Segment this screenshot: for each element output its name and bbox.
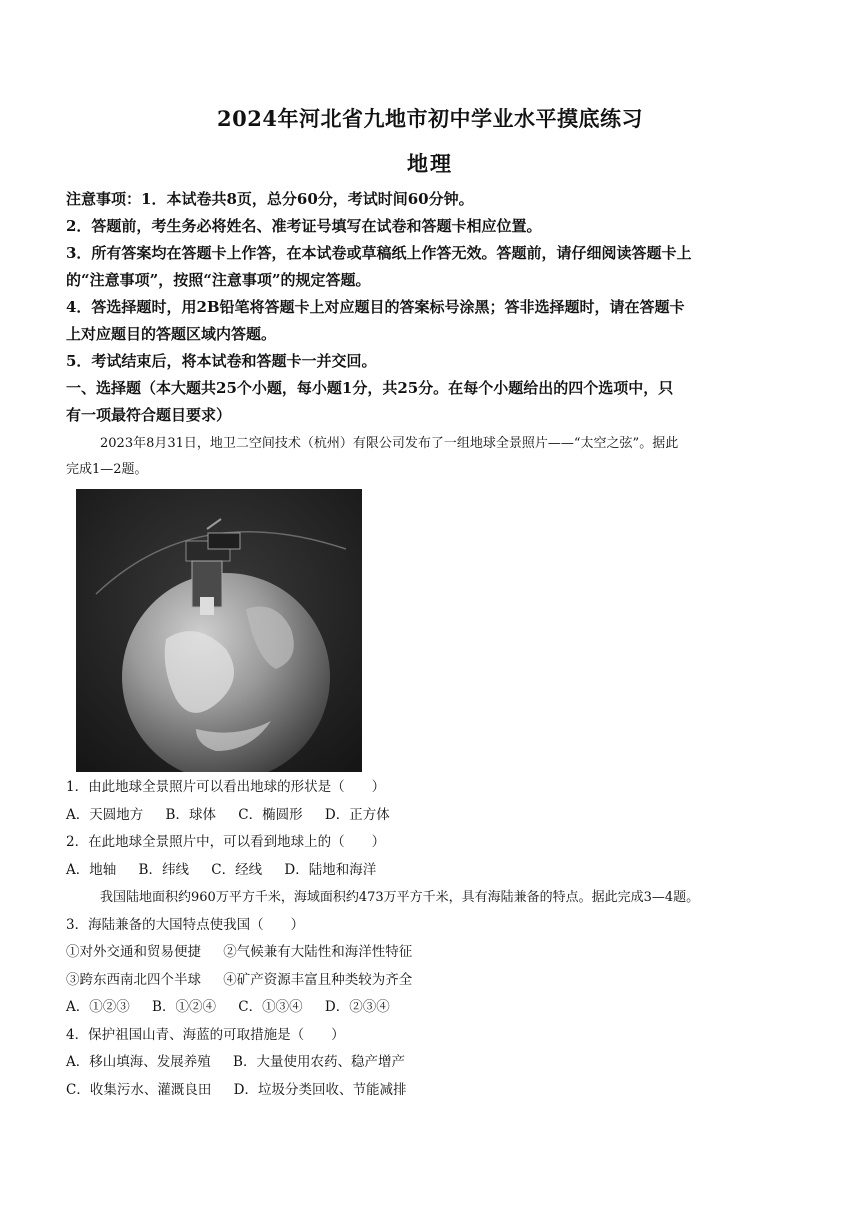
question-3-statements-2 — [66, 967, 806, 995]
section-heading-line2: 有一项最符合题目要求） — [66, 406, 232, 424]
instruction-line: 5．考试结束后，将本试卷和答题卡一并交回。 — [66, 352, 377, 370]
instruction-line: 3．所有答案均在答题卡上作答，在本试卷或草稿纸上作答无效。答题前，请仔细阅读答题卡上 — [66, 244, 692, 262]
q3-statement-2: ②气候兼有大陆性和海洋性特征 — [223, 944, 413, 960]
q1-option-d: D．正方体 — [324, 806, 390, 823]
q3-statement-4: ④矿产资源丰富且种类较为齐全 — [223, 971, 413, 988]
exam-title: 2024年河北省九地市初中学业水平摸底练习 — [217, 106, 643, 131]
q2-option-a: A．地轴 — [66, 861, 117, 878]
q2-option-b: B．纬线 — [138, 861, 189, 878]
instruction-line: 4．答选择题时，用2B铅笔将答题卡上对应题目的答案标号涂黑；答非选择题时，请在答题卡 — [66, 298, 685, 316]
q4-option-b: B．大量使用农药、稳产增产 — [233, 1054, 405, 1070]
instruction-line: 上对应题目的答题区域内答题。 — [66, 325, 277, 343]
q1-option-c: C．椭圆形 — [238, 806, 303, 823]
question-1-options — [66, 802, 806, 830]
question-1-stem: 1．由此地球全景照片可以看出地球的形状是（ ） — [66, 779, 386, 795]
q1-option-a: A．天圆地方 — [66, 806, 144, 823]
question-4-stem: 4．保护祖国山青、海蓝的可取措施是（ ） — [66, 1026, 345, 1043]
exam-subject: 地理 — [407, 151, 453, 176]
q3-option-d: D．②③④ — [324, 999, 390, 1015]
section-heading-line1: 一、选择题（本大题共25个小题，每小题1分，共25分。在每个小题给出的四个选项中，只 — [66, 379, 674, 397]
q1-option-b: B．球体 — [165, 806, 216, 823]
instructions — [66, 186, 806, 429]
question-4-options-2 — [66, 1077, 806, 1105]
earth-satellite-illustration — [76, 489, 362, 772]
q2-option-c: C．经线 — [211, 861, 263, 878]
q3-statement-1: ①对外交通和贸易便捷 — [66, 944, 201, 960]
q2-option-d: D．陆地和海洋 — [284, 861, 377, 878]
earth-panorama-photo — [76, 489, 362, 772]
question-2-options — [66, 857, 806, 885]
q4-option-d: D．垃圾分类回收、节能减排 — [233, 1081, 407, 1098]
question-3-statements-1 — [66, 939, 806, 967]
instruction-line: 的“注意事项”，按照“注意事项”的规定答题。 — [66, 271, 371, 289]
question-3-stem: 3．海陆兼备的大国特点使我国（ ） — [66, 916, 305, 933]
instruction-line: 注意事项：1．本试卷共8页，总分60分，考试时间60分钟。 — [66, 190, 474, 208]
q3-option-a: A．①②③ — [66, 999, 130, 1015]
question-3-options — [66, 994, 806, 1022]
q3-option-c: C．①③④ — [238, 999, 303, 1015]
intro-passage-1-cont — [66, 457, 796, 483]
q4-option-a: A．移山填海、发展养殖 — [66, 1054, 211, 1070]
q3-option-b: B．①②④ — [152, 999, 216, 1015]
question-2-stem: 2．在此地球全景照片中，可以看到地球上的（ ） — [66, 834, 386, 850]
questions — [66, 774, 806, 1104]
intro-passage-2: 我国陆地面积约960万平方千米，海域面积约473万平方千米，具有海陆兼备的特点。据此完成3—4题。 — [100, 890, 700, 905]
q3-statement-3: ③跨东西南北四个半球 — [66, 971, 201, 988]
intro-passage-1 — [66, 431, 796, 457]
intro-passage-1-line1: 2023年8月31日，地卫二空间技术（杭州）有限公司发布了一组地球全景照片——“太空之弦”。据此 — [100, 436, 679, 451]
intro-passage-1-line2: 完成1—2题。 — [66, 462, 148, 477]
instruction-line: 2．答题前，考生务必将姓名、准考证号填写在试卷和答题卡相应位置。 — [66, 217, 542, 235]
question-4-options-1 — [66, 1049, 806, 1077]
q4-option-c: C．收集污水、灌溉良田 — [66, 1081, 212, 1098]
